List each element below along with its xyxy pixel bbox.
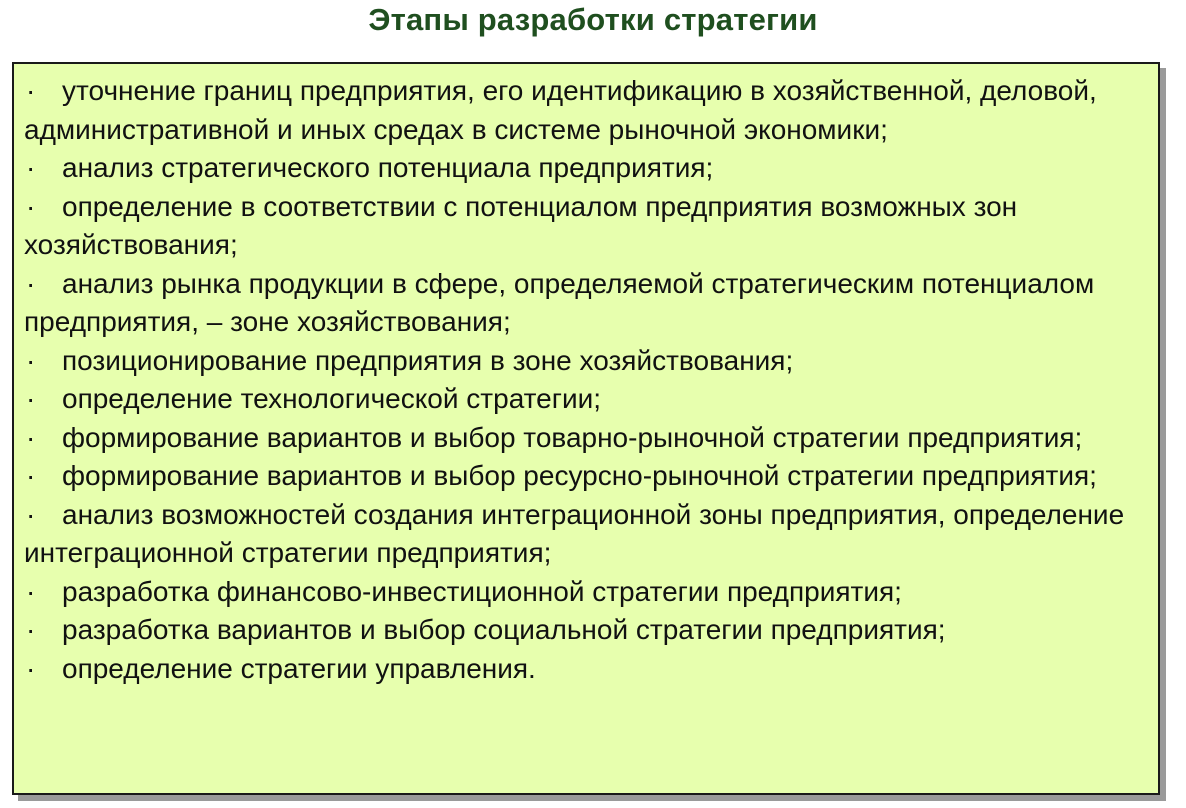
step-text: разработка вариантов и выбор социальной стратегии предприятия; (62, 614, 946, 645)
step-text: определение стратегии управления. (62, 652, 536, 684)
step-text: уточнение границ предприятия, его идентификацию в хозяйственной, деловой, административной и иных средах в системе рыночной экономики; (24, 75, 1097, 145)
bullet-icon: · (26, 575, 36, 607)
list-item (24, 342, 1148, 381)
bullet-icon: · (26, 190, 36, 222)
strategy-steps-list (24, 72, 1148, 688)
bullet-icon: · (26, 498, 36, 530)
step-text: анализ рынка продукции в сфере, определяемой стратегическим потенциалом предприятия, – зоне хозяйствования; (24, 267, 1095, 337)
list-item (24, 188, 1148, 265)
list-item (24, 419, 1148, 458)
strategy-steps-box (12, 62, 1160, 795)
bullet-icon: · (26, 421, 36, 453)
list-item (24, 573, 1148, 612)
list-item (24, 496, 1148, 573)
list-item (24, 265, 1148, 342)
bullet-icon: · (26, 652, 36, 684)
bullet-icon: · (26, 75, 36, 106)
bullet-icon: · (26, 152, 36, 183)
list-item (24, 149, 1148, 188)
step-text: формирование вариантов и выбор ресурсно-рыночной стратегии предприятия; (62, 460, 1097, 491)
bullet-icon: · (26, 267, 36, 299)
step-text: определение технологической стратегии; (62, 383, 601, 414)
step-text: позиционирование предприятия в зоне хозяйствования; (62, 344, 794, 376)
page-title: Этапы разработки стратегии (368, 2, 818, 37)
list-item (24, 650, 1148, 689)
bullet-icon: · (26, 344, 36, 376)
bullet-icon: · (26, 614, 36, 645)
step-text: разработка финансово-инвестиционной стратегии предприятия; (62, 575, 902, 607)
bullet-icon: · (26, 460, 36, 491)
step-text: анализ стратегического потенциала предприятия; (62, 152, 714, 183)
list-item (24, 380, 1148, 419)
bullet-icon: · (26, 383, 36, 414)
step-text: анализ возможностей создания интеграционной зоны предприятия, определение интеграционной стратегии предприятия; (24, 498, 1125, 568)
list-item (24, 457, 1148, 496)
list-item (24, 611, 1148, 650)
list-item (24, 72, 1148, 149)
step-text: определение в соответствии с потенциалом предприятия возможных зон хозяйствования; (24, 190, 1018, 260)
step-text: формирование вариантов и выбор товарно-рыночной стратегии предприятия; (62, 421, 1083, 453)
